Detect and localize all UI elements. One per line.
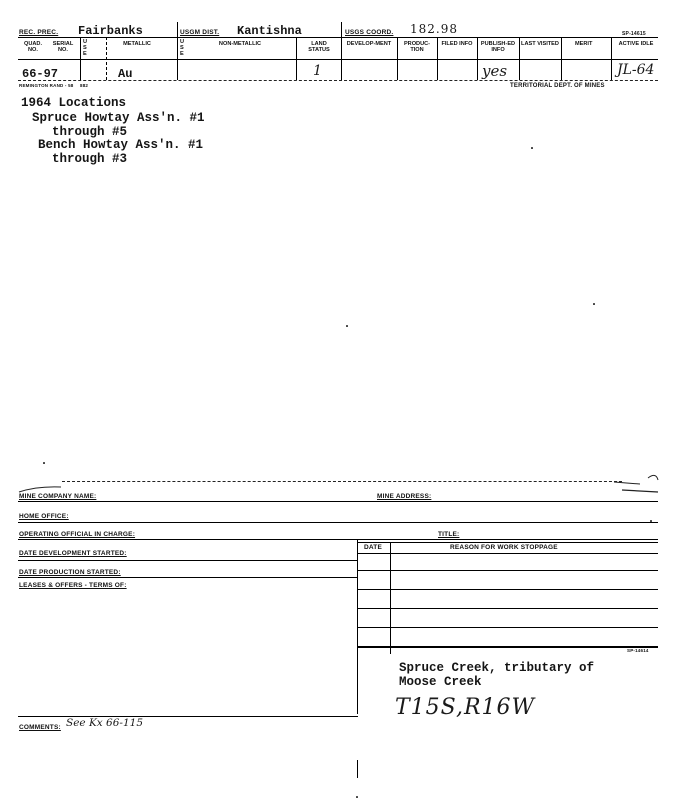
rule xyxy=(18,522,658,523)
col-divider xyxy=(296,37,297,80)
reason-col-header: REASON FOR WORK STOPPAGE xyxy=(450,544,558,551)
rule xyxy=(357,589,658,590)
col-header-active-idle: ACTIVE IDLE xyxy=(618,41,654,47)
township-range-handwritten: T15S,R16W xyxy=(395,695,536,720)
speck xyxy=(43,462,45,464)
form-number-2: SP-14614 xyxy=(627,648,649,653)
mine-address-label: MINE ADDRESS: xyxy=(377,493,432,500)
rule xyxy=(18,716,358,717)
rec-prec-label: REC. PREC. xyxy=(19,29,59,36)
row-published: yes xyxy=(482,62,508,80)
col-header-non-metallic: NON-METALLIC xyxy=(218,41,262,47)
rule xyxy=(357,542,658,543)
rule xyxy=(18,577,357,578)
col-divider xyxy=(397,37,398,80)
date-col-header: DATE xyxy=(364,544,383,551)
col-divider xyxy=(437,37,438,80)
rule xyxy=(357,570,658,571)
form-number: SP-14615 xyxy=(622,31,646,37)
col-header-quad-no: QUAD. NO. xyxy=(23,41,43,53)
rule xyxy=(357,553,658,554)
col-divider xyxy=(561,37,562,80)
row-active-idle: JL-64 xyxy=(617,62,655,78)
operating-official-label: OPERATING OFFICIAL IN CHARGE: xyxy=(19,531,136,538)
home-office-label: HOME OFFICE: xyxy=(19,513,69,520)
col-header-land-status: LAND STATUS xyxy=(308,41,330,53)
col-header-development: DEVELOP-MENT xyxy=(346,41,392,47)
col-divider xyxy=(519,37,520,80)
usgm-dist-label: USGM DIST. xyxy=(180,29,220,36)
col-divider xyxy=(106,37,107,80)
col-divider xyxy=(390,542,391,654)
col-divider xyxy=(357,760,358,778)
rule xyxy=(18,539,658,540)
speck xyxy=(346,325,348,327)
remington-imprint: REMINGTON RAND - 58 xyxy=(19,83,74,88)
col-header-serial-no: SERIAL NO. xyxy=(52,41,74,53)
speck xyxy=(356,796,358,798)
col-divider xyxy=(477,37,478,80)
rule xyxy=(18,560,357,561)
col-divider xyxy=(341,22,342,80)
col-header-filed-info: FILED INFO xyxy=(441,41,473,47)
territorial-dept: TERRITORIAL DEPT. OF MINES xyxy=(510,83,605,89)
note-line-4: Bench Howtay Ass'n. #1 xyxy=(38,138,204,152)
col-divider xyxy=(177,22,178,80)
col-header-merit: MERIT xyxy=(575,41,593,47)
location-line-1: Spruce Creek, tributary of xyxy=(399,661,595,675)
date-production-label: DATE PRODUCTION STARTED: xyxy=(19,569,121,576)
usgm-dist-value: Kantishna xyxy=(237,24,302,38)
row-land-status: 1 xyxy=(313,63,322,79)
speck xyxy=(593,303,595,305)
rule xyxy=(357,608,658,609)
row-quad-serial: 66-97 xyxy=(22,67,59,81)
torn-corner-mark xyxy=(612,470,662,496)
header-mid-rule xyxy=(18,59,658,60)
title-label: TITLE: xyxy=(438,531,460,538)
col-divider xyxy=(80,37,81,80)
note-line-3: through #5 xyxy=(52,125,128,139)
col-header-published-info: PUBLISH-ED INFO xyxy=(480,41,516,53)
comments-value: See Kx 66-115 xyxy=(66,717,144,729)
usgs-coord-value: 182.98 xyxy=(410,22,458,36)
form-top-dashed-rule xyxy=(62,481,622,482)
usgs-coord-label: USGS COORD. xyxy=(345,29,394,36)
rule xyxy=(357,646,658,648)
col-header-last-visited: LAST VISITED xyxy=(521,41,559,47)
data-row-dashed-rule xyxy=(18,80,658,81)
col-header-use-2: U S E xyxy=(180,39,185,57)
note-line-2: Spruce Howtay Ass'n. #1 xyxy=(32,111,205,125)
note-line-1: 1964 Locations xyxy=(21,96,127,110)
comments-label: COMMENTS: xyxy=(19,724,61,731)
mine-company-name-label: MINE COMPANY NAME: xyxy=(19,493,97,500)
col-divider xyxy=(357,654,358,714)
rec-prec-value: Fairbanks xyxy=(78,24,143,38)
header-top-rule xyxy=(18,37,658,38)
imprint-code: 882 xyxy=(80,83,89,88)
col-header-production: PRODUC-TION xyxy=(403,41,431,53)
note-line-5: through #3 xyxy=(52,152,128,166)
date-development-label: DATE DEVELOPMENT STARTED: xyxy=(19,550,127,557)
col-header-use-1: U S E xyxy=(83,39,88,57)
row-metallic: Au xyxy=(118,67,133,81)
rule xyxy=(18,501,658,502)
rule xyxy=(357,627,658,628)
location-line-2: Moose Creek xyxy=(399,675,482,689)
leases-offers-label: LEASES & OFFERS - TERMS OF: xyxy=(19,582,127,589)
col-divider xyxy=(611,37,612,80)
col-divider xyxy=(357,539,358,654)
col-header-metallic: METALLIC xyxy=(123,41,151,47)
speck xyxy=(531,147,533,149)
